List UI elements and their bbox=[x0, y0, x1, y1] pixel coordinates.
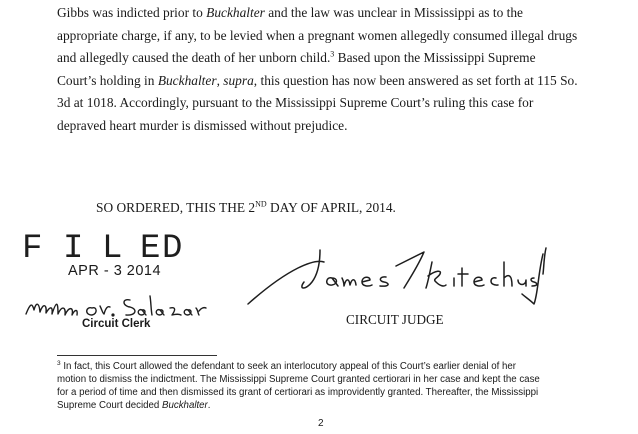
footnote-text: motion to dismiss the indictment. The Mississippi Supreme Court granted certiorari in her case and kept the case bbox=[57, 373, 540, 385]
so-ordered-line bbox=[96, 200, 396, 216]
footnote-line bbox=[57, 400, 622, 413]
stamp-letter-i: I bbox=[63, 230, 84, 268]
case-citation: supra bbox=[223, 72, 254, 88]
circuit-judge-label: CIRCUIT JUDGE bbox=[346, 312, 444, 327]
body-line bbox=[57, 70, 577, 93]
body-text: appropriate charge, if any, to be levied when a pregnant women allegedly consumed illegal drugs bbox=[57, 27, 578, 43]
footnote-text: . bbox=[207, 399, 211, 411]
ordinal-suffix: ND bbox=[255, 199, 267, 209]
body-text: , bbox=[216, 72, 224, 88]
footnote-reference: 3 bbox=[330, 49, 335, 59]
footnote-line bbox=[57, 374, 622, 387]
circuit-clerk-label: Circuit Clerk bbox=[82, 318, 151, 330]
footnote-line bbox=[57, 387, 622, 400]
body-text: and the law was unclear in Mississippi as to the bbox=[264, 5, 523, 20]
body-text: Gibbs was indicted prior to bbox=[57, 5, 207, 20]
body-line bbox=[57, 25, 577, 48]
body-text: depraved heart murder is dismissed without prejudice. bbox=[57, 117, 348, 133]
stamp-date: APR - 3 2014 bbox=[68, 263, 162, 279]
case-citation: Buckhalter bbox=[206, 5, 265, 20]
stamp-letter-d: D bbox=[162, 230, 183, 268]
body-text: 3d at 1018. Accordingly, pursuant to the Mississippi Supreme Court’s ruling this case for bbox=[57, 95, 534, 111]
stamp-letter-l: L bbox=[102, 230, 123, 268]
clerk-signature bbox=[22, 288, 208, 322]
body-line bbox=[57, 115, 577, 138]
footnote-text: Supreme Court decided bbox=[57, 399, 163, 411]
body-text: Based upon the Mississippi Supreme bbox=[334, 50, 536, 66]
body-line bbox=[57, 2, 577, 25]
footnote-text: for a period of time and then dismissed its grant of certiorari as improvidently granted. Thereafter, the Mississippi bbox=[57, 386, 539, 398]
page-number: 2 bbox=[318, 418, 324, 429]
so-ordered-text: SO ORDERED, THIS THE 2 bbox=[96, 200, 256, 215]
body-line bbox=[57, 92, 577, 115]
footnote-marker: 3 bbox=[57, 359, 61, 367]
judge-signature bbox=[246, 244, 550, 306]
stamp-letter-e: E bbox=[140, 230, 161, 268]
footnote-text: In fact, this Court allowed the defendant to seek an interlocutory appeal of this Court’s earlier denial of her bbox=[63, 361, 517, 372]
stamp-letter-f: F bbox=[22, 230, 43, 268]
body-text: and allegedly caused the death of her unborn child. bbox=[57, 50, 331, 66]
footnote-divider bbox=[57, 355, 217, 356]
body-text: , this question has now been answered as set forth at 115 So. bbox=[253, 72, 578, 88]
case-citation: Buckhalter bbox=[162, 399, 208, 411]
footnote-line bbox=[57, 361, 622, 374]
footnote-3 bbox=[57, 361, 622, 413]
order-body-paragraph bbox=[57, 0, 577, 138]
body-text: Court’s holding in bbox=[57, 72, 158, 88]
case-citation: Buckhalter bbox=[157, 72, 217, 88]
body-line bbox=[57, 47, 577, 70]
so-ordered-date: DAY OF APRIL, 2014. bbox=[266, 200, 396, 215]
